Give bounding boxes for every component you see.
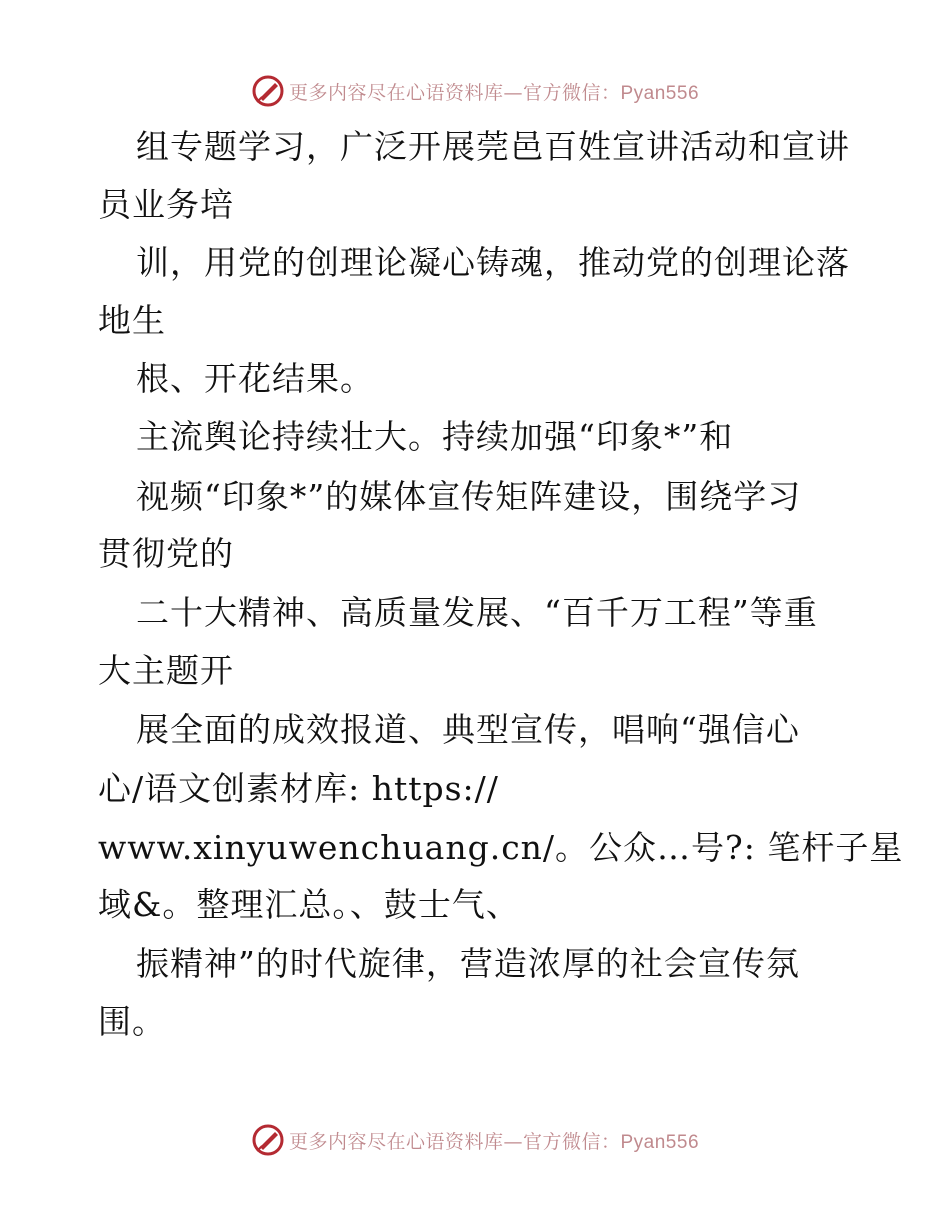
body-line: 训，用党的创理论凝心铸魂，推动党的创理论落 [136,243,850,282]
body-line: 视频“印象*”的媒体宣传矩阵建设，围绕学习 [136,477,802,516]
body-line: 展全面的成效报道、典型宣传，唱响“强信心 [136,710,800,749]
body-line: 二十大精神、高质量发展、“百千万工程”等重 [136,593,818,632]
body-line: 根、开花结果。 [136,359,374,398]
body-line: 组专题学习，广泛开展莞邑百姓宣讲活动和宣讲 [136,127,850,166]
footer-watermark [0,1120,950,1160]
header-watermark [0,71,950,111]
body-line: 主流舆论持续壮大。持续加强“印象*”和 [136,417,734,456]
body-line: 贯彻党的 [98,534,234,573]
body-line: 域&。整理汇总。、鼓士气、 [98,885,520,924]
body-line: 员业务培 [98,185,234,224]
watermark-text: 更多内容尽在心语资料库—官方微信：Pyan556 [288,81,700,104]
body-line: 心/语文创素材库: https:// [98,769,499,808]
body-line: 大主题开 [98,651,234,690]
watermark-text: 更多内容尽在心语资料库—官方微信：Pyan556 [288,1130,700,1153]
body-line: 地生 [98,301,166,340]
body-line: 围。 [98,1002,166,1041]
watermark-wechat-id: Pyan556 [620,1131,700,1153]
quill-seal-icon [251,1123,285,1157]
body-line: www.xinyuwenchuang.cn/。公众…号?: 笔杆子星 [98,828,904,867]
body-line: 振精神”的时代旋律，营造浓厚的社会宣传氛 [136,944,800,983]
quill-seal-icon [251,74,285,108]
watermark-wechat-id: Pyan556 [620,82,700,104]
